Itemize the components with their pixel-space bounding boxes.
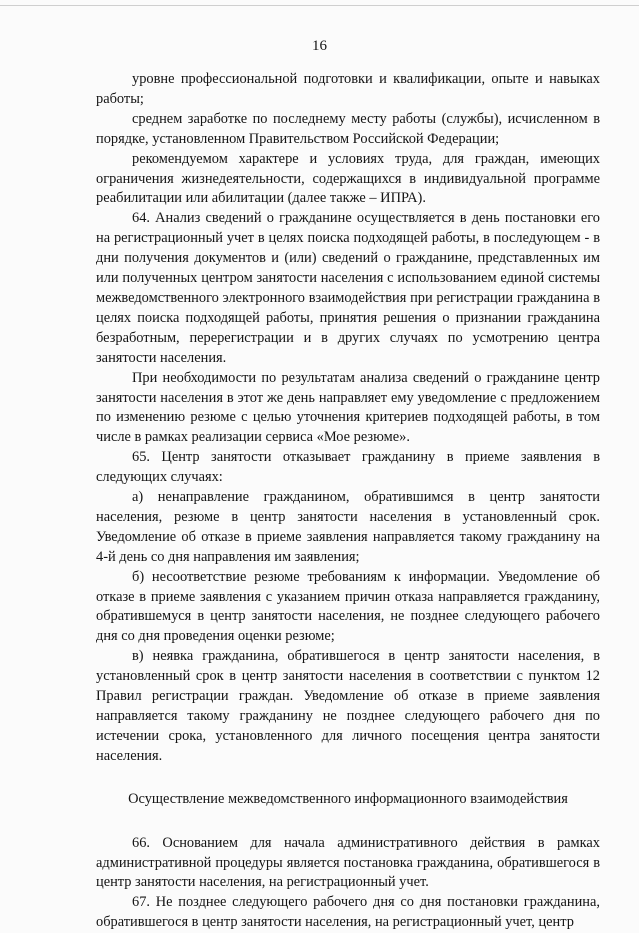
paragraph: рекомендуемом характере и условиях труда, для граждан, имеющих ограничения жизнедеятельности, содержащихся в индивидуальной программе реабилитации или абилитации (далее также – ИПРА).	[96, 150, 600, 207]
page-number: 16	[312, 38, 327, 54]
paragraph-item-64: 64. Анализ сведений о гражданине осуществляется в день постановки его на регистрационный учет в целях поиска подходящей работы, в последующем - в дни получения документов и (или) сведений о гражданине, представленных им или полученных центром занятости населения с использованием единой системы межведомственного электронного взаимодействия при регистрации гражданина в целях поиска подходящей работы, принятия решения о признании гражданина безработным, перерегистрации и в других случаях по усмотрению центра занятости населения.	[96, 210, 600, 366]
paragraph-item-66: 66. Основанием для начала административного действия в рамках административной процедуры является постановка гражданина, обратившегося в центр занятости населения, на регистрационный учет.	[96, 834, 600, 891]
paragraph-item-67: 67. Не позднее следующего рабочего дня со дня постановки гражданина, обратившегося в центр занятости населения, на регистрационный учет, центр	[96, 894, 600, 931]
subitem-v: в) неявка гражданина, обратившегося в центр занятости населения, в установленный срок в центр занятости населения в соответствии с пунктом 12 Правил регистрации граждан. Уведомление об отказе в приеме заявления направляется такому гражданину не позднее следующего рабочего дня по истечении срока, установленного для личного посещения центра занятости населения.	[96, 648, 600, 764]
paragraph: среднем заработке по последнему месту работы (службы), исчисленном в порядке, установленном Правительством Российской Федерации;	[96, 110, 600, 147]
paragraph-item-65: 65. Центр занятости отказывает гражданину в приеме заявления в следующих случаях:	[96, 449, 600, 486]
section-heading: Осуществление межведомственного информационного взаимодействия	[128, 790, 568, 807]
subitem-b: б) несоответствие резюме требованиям к информации. Уведомление об отказе в приеме заявления с указанием причин отказа направляется гражданину, обратившемуся в центр занятости населения, не позднее следующего рабочего дня со дня проведения оценки резюме;	[96, 568, 600, 645]
document-body	[96, 70, 600, 933]
subitem-a: а) ненаправление гражданином, обратившимся в центр занятости населения, резюме в центр занятости населения в установленный срок. Уведомление об отказе в приеме заявления направляется такому гражданину на 4-й день со дня направления им заявления;	[96, 489, 600, 565]
paragraph: уровне профессиональной подготовки и квалификации, опыте и навыках работы;	[96, 71, 600, 107]
paragraph: При необходимости по результатам анализа сведений о гражданине центр занятости населения в этот же день направляет ему уведомление с предложением по изменению резюме с целью уточнения критериев подходящей работы, в том числе в рамках реализации сервиса «Мое резюме».	[96, 369, 600, 446]
top-border-line	[0, 5, 639, 6]
